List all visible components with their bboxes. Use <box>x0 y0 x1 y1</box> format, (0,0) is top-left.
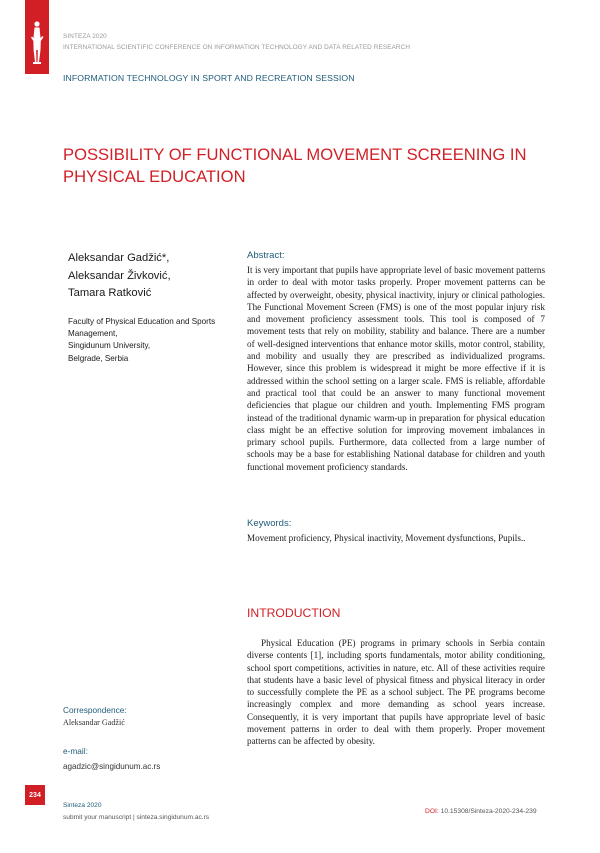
email-label: e-mail: <box>63 746 88 756</box>
author-name: Tamara Ratković <box>68 287 152 300</box>
introduction-text <box>247 637 545 748</box>
doi-label: DOI: <box>425 808 439 815</box>
affiliation-line: Management, <box>68 329 118 339</box>
paper-title: POSSIBILITY OF FUNCTIONAL MOVEMENT SCREENING IN PHYSICAL EDUCATION <box>63 145 527 186</box>
correspondence-label: Correspondence: <box>63 705 127 715</box>
affiliation-line: Faculty of Physical Education and Sports <box>68 317 216 326</box>
abstract-text: It is very important that pupils have appropriate level of basic movement patterns in order to deal with motor tasks properly. Proper movement patterns can be affected by overweight, obesity, physical inactivity, injury or clinical pathologies. The Functional Movement Screen (FMS) is one of the most popular injury risk and movement proficiency assessment tools. This tool is composed of 7 movement tests that rely on mobility, stability and balance. There are a number of well-designed interventions that enhance motor skills, motor control, stability, and mobility and usually they are prescribed as individualized programs. However, since this problem is widespread it might be more effective if it is addressed within the school setting on a larger scale. FMS is reliable, affordable and practical tool that could be an answer to many functional movement deficiencies that plague our children and youth. Implementing FMS program instead of the traditional dynamic warm-up in preparation for physical education class might be an effective solution for improving movement imbalances in primary school pupils. Furthermore, data collected from a large number of schools may be a base for establishing National database for children and youth functional movement proficiency standards. <box>247 265 545 472</box>
keywords-label: Keywords: <box>247 518 292 529</box>
affiliation-line: Belgrade, Serbia <box>68 353 129 363</box>
doi <box>425 808 537 815</box>
keywords-text: Movement proficiency, Physical inactivity, Movement dysfunctions, Pupils.. <box>247 533 526 543</box>
affiliation <box>68 316 228 365</box>
email-link[interactable]: agadzic@singidunum.ac.rs <box>63 762 161 771</box>
conference-short-name: SINTEZA 2020 <box>63 33 107 40</box>
correspondence-name: Aleksandar Gadžić <box>63 718 125 727</box>
affiliation-line: Singidunum University, <box>68 341 151 351</box>
author-name: Aleksandar Živković, <box>68 269 171 282</box>
page-number: 234 <box>25 785 45 805</box>
conference-full-name: INTERNATIONAL SCIENTIFIC CONFERENCE ON INFORMATION TECHNOLOGY AND DATA RELATED RESEARCH <box>63 44 411 51</box>
intro-paragraph: Physical Education (PE) programs in primary schools in Serbia contain diverse contents [1], including sports fundamentals, motor ability conditioning, school sport competitions, activities in nature, etc. All of these activities require that students have a basic level of physical fitness and physical literacy in order to successfully complete the PE as a school subject. The PE programs become increasingly complex and more demanding as school years increase. Consequently, it is very important that pupils have appropriate level of basic movement patterns in order to deal with them properly. Proper movement patterns can be affected by obesity. <box>247 638 545 747</box>
abstract-label: Abstract: <box>247 250 285 261</box>
statue-logo-icon <box>25 0 49 74</box>
submit-line[interactable]: submit your manuscript | sinteza.singidunum.ac.rs <box>63 814 210 821</box>
doi-value[interactable]: 10.15308/Sinteza-2020-234-239 <box>440 808 537 815</box>
journal-name: Sinteza 2020 <box>63 802 102 809</box>
session-name: INFORMATION TECHNOLOGY IN SPORT AND RECREATION SESSION <box>63 73 355 83</box>
author-list <box>68 250 171 303</box>
section-heading-introduction: INTRODUCTION <box>247 606 341 620</box>
sinteza-logo <box>25 0 49 74</box>
author-name: Aleksandar Gadžić*, <box>68 252 170 264</box>
